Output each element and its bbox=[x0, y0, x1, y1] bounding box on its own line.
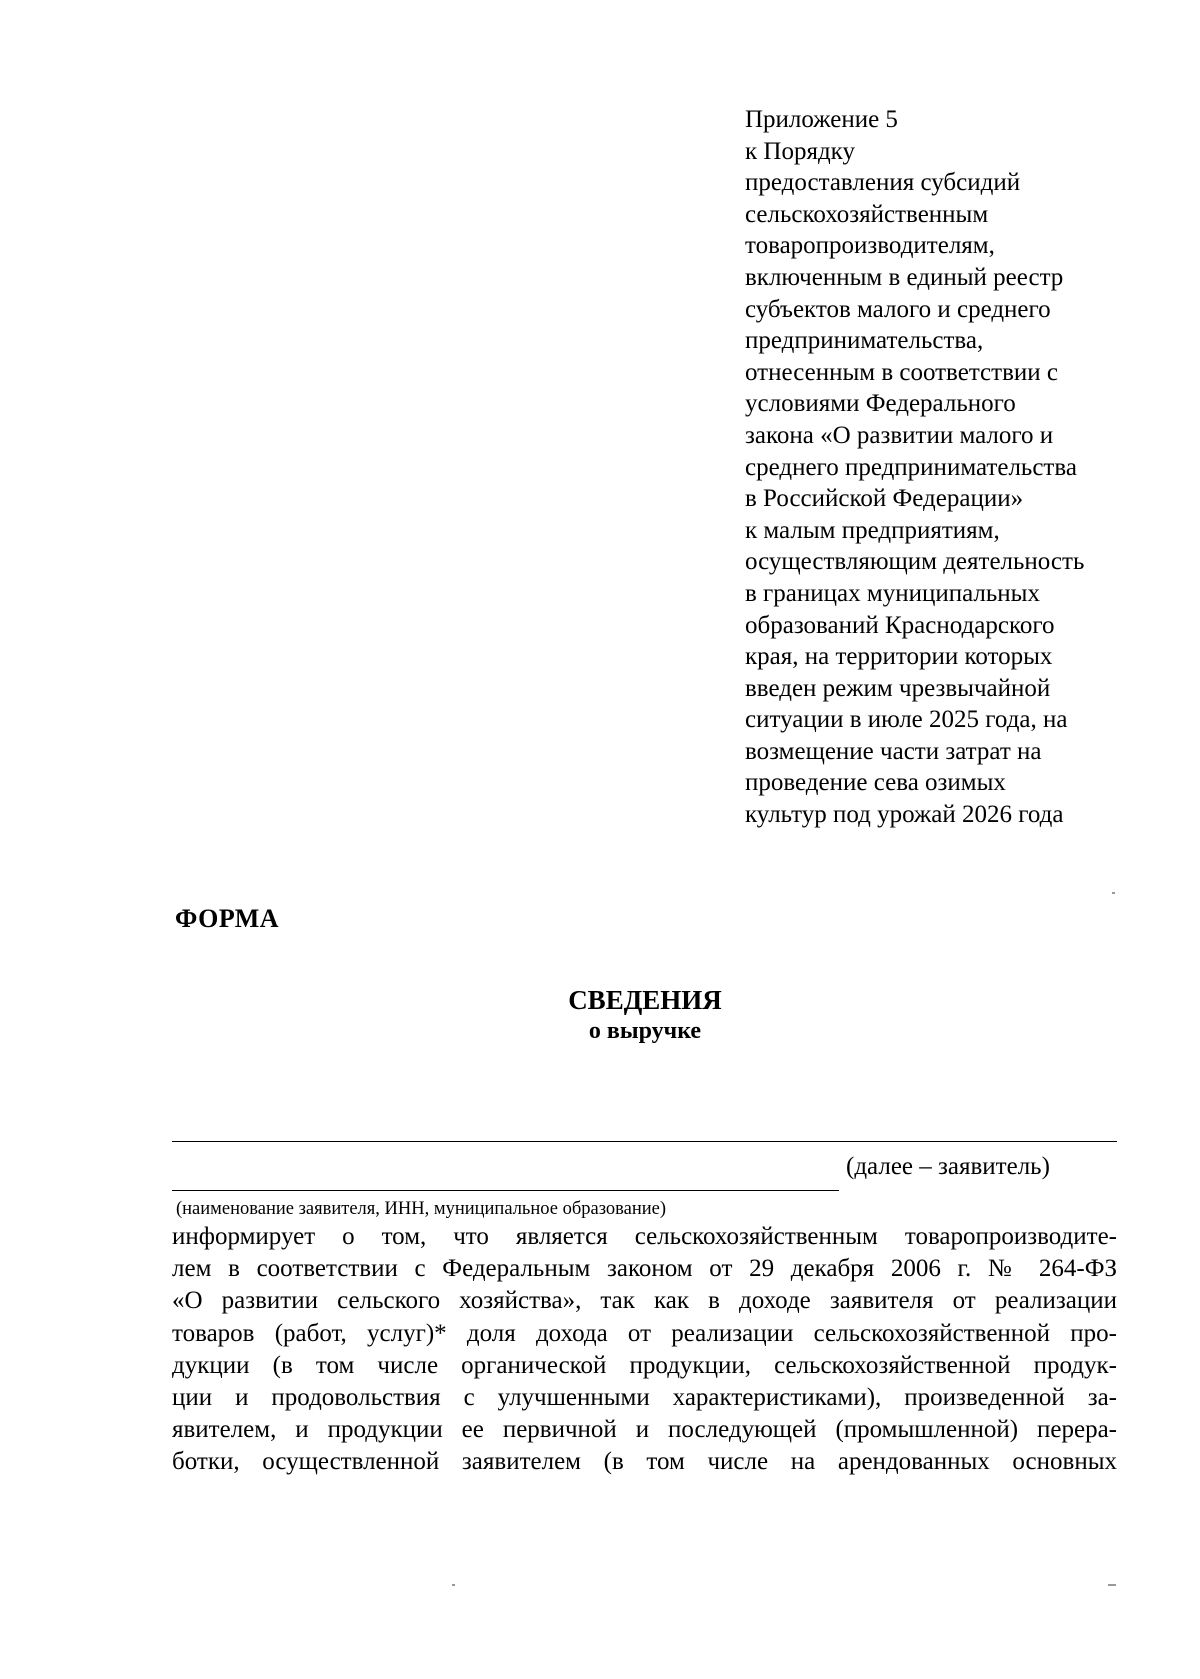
body-line: товаров (работ, услуг)* доля дохода от реализации сельскохозяйственной про- bbox=[172, 1319, 1117, 1347]
appendix-line: условиями Федерального bbox=[745, 390, 1016, 418]
appendix-line: включенным в единый реестр bbox=[745, 263, 1064, 291]
scan-speck bbox=[452, 1584, 455, 1586]
appendix-line: в Российской Федерации» bbox=[745, 485, 1024, 513]
applicant-fill-line[interactable] bbox=[172, 1141, 1117, 1142]
applicant-caption: (наименование заявителя, ИНН, муниципальное образование) bbox=[176, 1199, 667, 1219]
applicant-suffix: (далее – заявитель) bbox=[846, 1153, 1050, 1180]
appendix-line: культур под урожай 2026 года bbox=[745, 801, 1064, 829]
appendix-line: товаропроизводителям, bbox=[745, 232, 995, 260]
appendix-line: субъектов малого и среднего bbox=[745, 295, 1051, 323]
body-line: ции и продовольствия с улучшенными характеристиками), произведенной за- bbox=[172, 1384, 1117, 1412]
scan-speck bbox=[1112, 892, 1115, 894]
body-line: дукции (в том числе органической продукции, сельскохозяйственной продук- bbox=[172, 1351, 1117, 1379]
appendix-line: к малым предприятиям, bbox=[745, 516, 1000, 544]
appendix-line: введен режим чрезвычайной bbox=[745, 674, 1051, 702]
appendix-line: среднего предпринимательства bbox=[745, 453, 1077, 481]
body-line: ботки, осуществленной заявителем (в том числе на арендованных основных bbox=[172, 1448, 1117, 1476]
appendix-line: края, на территории которых bbox=[745, 643, 1053, 671]
appendix-line: закона «О развитии малого и bbox=[745, 421, 1054, 449]
appendix-line: проведение сева озимых bbox=[745, 769, 1006, 797]
appendix-line: предоставления субсидий bbox=[745, 169, 1021, 197]
body-line: лем в соответствии с Федеральным законом от 29 декабря 2006 г. № 264-ФЗ bbox=[172, 1255, 1117, 1283]
appendix-line: в границах муниципальных bbox=[745, 579, 1040, 607]
appendix-line: к Порядку bbox=[745, 137, 855, 165]
appendix-line: возмещение части затрат на bbox=[745, 737, 1042, 765]
body-line: явителем, и продукции ее первичной и последующей (промышленной) перера- bbox=[172, 1416, 1117, 1444]
document-title: СВЕДЕНИЯ bbox=[568, 985, 722, 1015]
document-subtitle: о выручке bbox=[588, 1018, 702, 1044]
appendix-line: отнесенным в соответствии с bbox=[745, 358, 1058, 386]
appendix-line: сельскохозяйственным bbox=[745, 200, 989, 228]
scan-speck bbox=[1108, 1584, 1116, 1586]
body-paragraph bbox=[172, 1221, 1117, 1479]
appendix-line: образований Краснодарского bbox=[745, 611, 1055, 639]
appendix-line: Приложение 5 bbox=[745, 106, 898, 133]
appendix-line: ситуации в июле 2025 года, на bbox=[745, 706, 1068, 734]
applicant-fill-line-second[interactable] bbox=[172, 1190, 839, 1191]
appendix-header bbox=[745, 104, 1165, 831]
form-label: ФОРМА bbox=[175, 904, 280, 933]
body-line: «О развитии сельского хозяйства», так как в доходе заявителя от реализации bbox=[172, 1287, 1117, 1315]
appendix-line: осуществляющим деятельность bbox=[745, 548, 1085, 576]
appendix-line: предпринимательства, bbox=[745, 327, 984, 355]
body-line: информирует о том, что является сельскохозяйственным товаропроизводите- bbox=[172, 1223, 1117, 1250]
